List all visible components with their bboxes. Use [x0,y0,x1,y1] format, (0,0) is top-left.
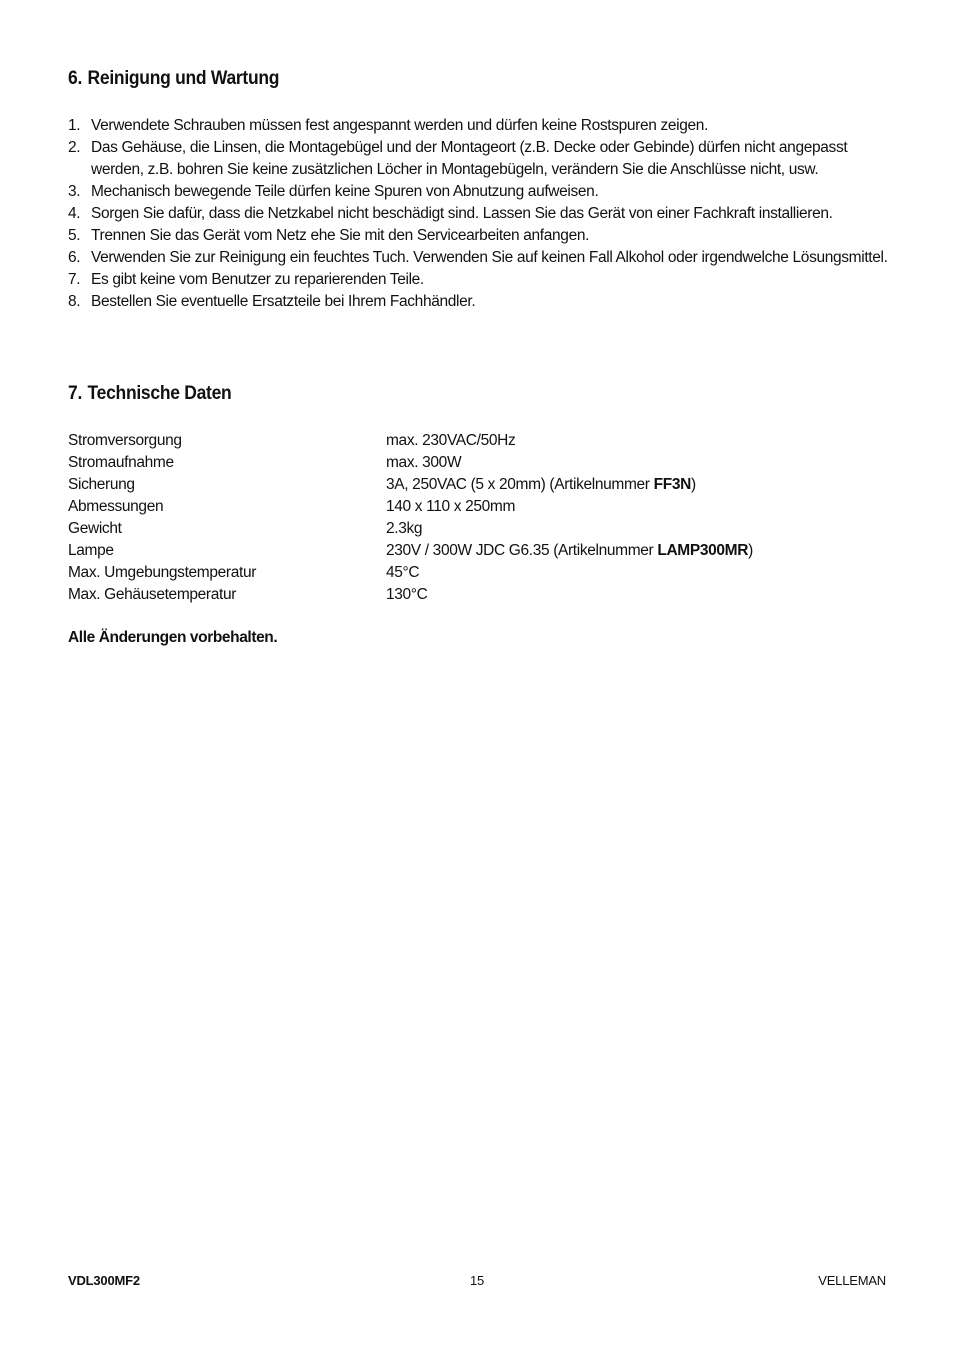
list-item-text: Das Gehäuse, die Linsen, die Montagebügel und der Montageort (z.B. Decke oder Gebinde) dürfen nicht angepasst werden, z.B. bohren Sie keine zusätzlichen Löcher in Montagebügeln, verändern Sie die Anschlüsse nicht, usw. [91,139,848,178]
list-item-text: Sorgen Sie dafür, dass die Netzkabel nicht beschädigt sind. Lassen Sie das Gerät von einer Fachkraft installieren. [91,205,833,222]
spec-label: Sicherung [68,476,135,493]
spec-label: Stromaufnahme [68,454,174,471]
spec-value: 140 x 110 x 250mm [386,498,516,515]
article-number: FF3N [653,476,691,493]
list-item-text: Verwendete Schrauben müssen fest angespannt werden und dürfen keine Rostspuren zeigen. [91,117,709,134]
spec-value: 2.3kg [386,520,423,537]
list-item [68,291,888,313]
footer-page-number: 15 [470,1273,485,1288]
list-item-text: Es gibt keine vom Benutzer zu reparierenden Teile. [91,271,424,288]
article-number: LAMP300MR [657,542,749,559]
spec-row [68,562,888,584]
list-item-text: Verwenden Sie zur Reinigung ein feuchtes Tuch. Verwenden Sie auf keinen Fall Alkohol oder irgendwelche Lösungsmittel. [91,249,888,266]
spec-label: Abmessungen [68,498,164,515]
spec-row [68,496,888,518]
list-item-number: 2. [68,139,81,156]
list-item-text: Bestellen Sie eventuelle Ersatzteile bei Ihrem Fachhändler. [91,293,476,310]
spec-label: Max. Umgebungstemperatur [68,564,257,581]
spec-row [68,430,888,452]
footer-model: VDL300MF2 [68,1273,140,1288]
section-7-heading [68,383,231,405]
spec-row [68,540,888,562]
spec-label: Stromversorgung [68,432,182,449]
list-item-text: Trennen Sie das Gerät vom Netz ehe Sie mit den Servicearbeiten anfangen. [91,227,590,244]
section-7-number: 7. [68,383,83,404]
spec-value-text: 3A, 250VAC (5 x 20mm) (Artikelnummer [386,476,654,493]
list-item [68,137,888,181]
spec-row [68,518,888,540]
list-item-number: 8. [68,293,81,310]
spec-label: Max. Gehäusetemperatur [68,586,237,603]
spec-value: max. 300W [386,454,462,471]
list-item-number: 7. [68,271,81,288]
list-item-number: 4. [68,205,81,222]
list-item-number: 3. [68,183,81,200]
spec-value: 45°C [386,564,420,581]
list-item-number: 5. [68,227,81,244]
spec-value: 130°C [386,586,428,603]
spec-value [386,474,696,496]
section-6-number: 6. [68,68,83,89]
spec-row [68,584,888,606]
list-item [68,203,888,225]
spec-value: max. 230VAC/50Hz [386,432,516,449]
spec-value-suffix: ) [748,542,753,559]
list-item-text: Mechanisch bewegende Teile dürfen keine Spuren von Abnutzung aufweisen. [91,183,599,200]
list-item [68,115,888,137]
maintenance-list [68,115,888,313]
spec-label: Gewicht [68,520,122,537]
list-item-number: 6. [68,249,81,266]
changes-reserved-note: Alle Änderungen vorbehalten. [68,629,278,646]
spec-table [68,430,888,606]
section-6-title: Reinigung und Wartung [87,68,280,89]
spec-label: Lampe [68,542,114,559]
spec-row [68,452,888,474]
footer-brand: VELLEMAN [818,1273,886,1288]
list-item [68,247,888,269]
list-item-number: 1. [68,117,81,134]
spec-value-text: 230V / 300W JDC G6.35 (Artikelnummer [386,542,658,559]
list-item [68,269,888,291]
spec-value-suffix: ) [690,476,696,493]
section-7-title: Technische Daten [87,383,232,404]
list-item [68,225,888,247]
spec-value [386,540,753,562]
spec-row [68,474,888,496]
section-6-heading [68,68,279,90]
list-item [68,181,888,203]
